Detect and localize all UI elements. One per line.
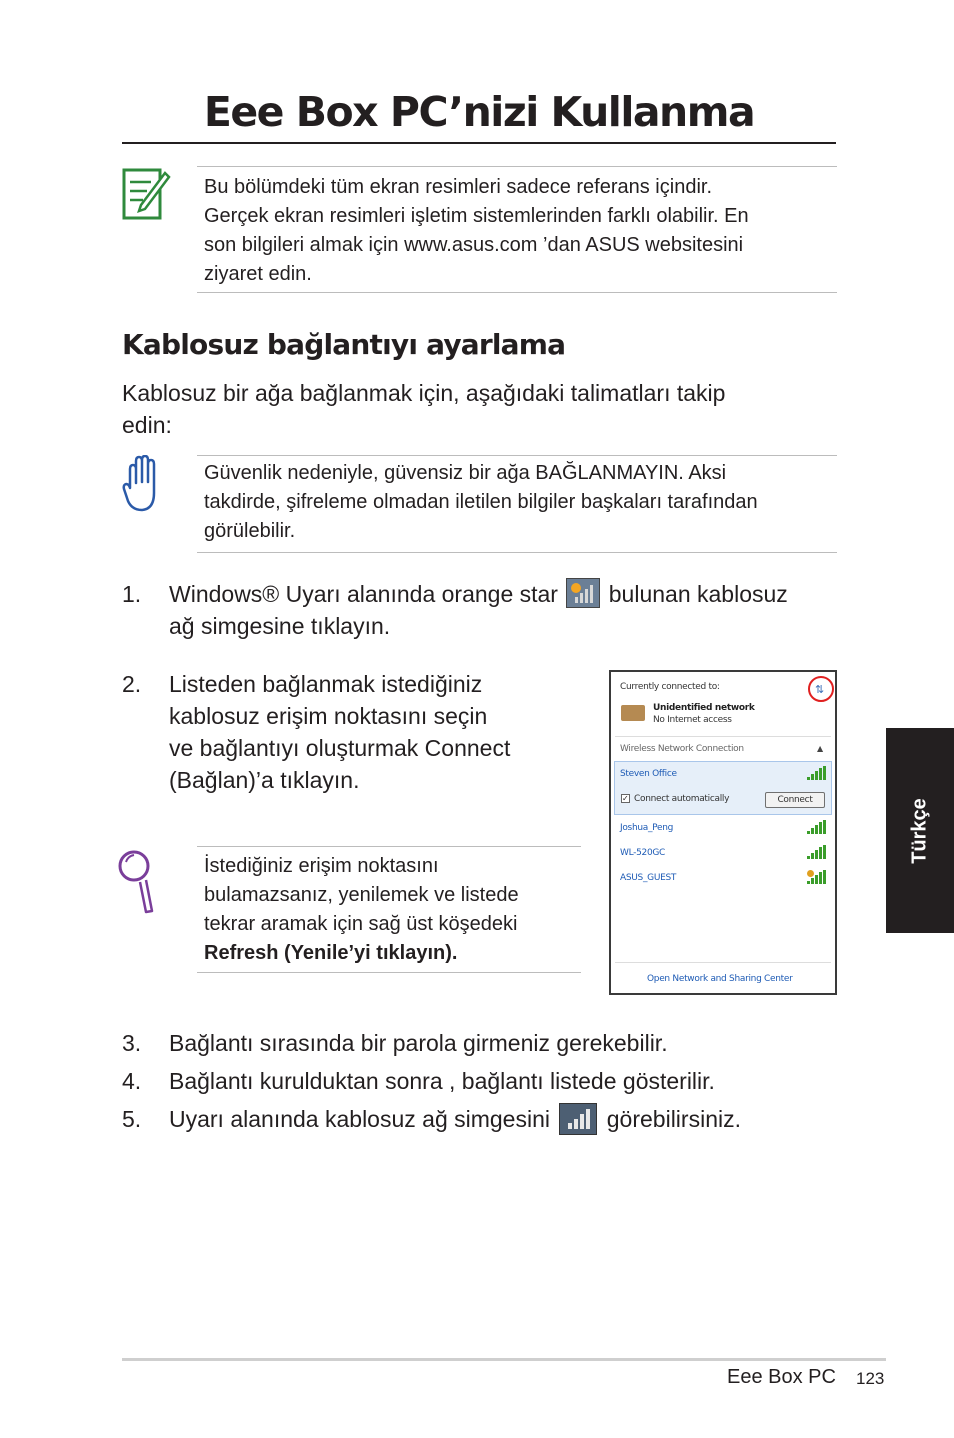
network-item[interactable]: Joshua_Peng bbox=[620, 823, 674, 833]
network-sharing-link[interactable]: Open Network and Sharing Center bbox=[647, 974, 793, 984]
warning-box bbox=[197, 455, 837, 553]
language-label: Türkçe bbox=[908, 797, 931, 864]
step-1-line: ağ simgesine tıklayın. bbox=[169, 613, 391, 639]
refresh-icon[interactable]: ⇅ bbox=[815, 683, 825, 696]
collapse-icon[interactable]: ▲ bbox=[817, 744, 824, 753]
network-bench-icon bbox=[621, 705, 645, 721]
page-number: 123 bbox=[856, 1369, 885, 1388]
step-2-line: (Bağlan)’a tıklayın. bbox=[169, 767, 360, 793]
connect-button[interactable]: Connect bbox=[765, 792, 825, 808]
signal-icon bbox=[807, 766, 827, 780]
tip-line: bulamazsanız, yenilemek ve listede bbox=[204, 884, 519, 906]
section-heading: Kablosuz bağlantıyı ayarlama bbox=[122, 328, 566, 361]
step-1-line bbox=[169, 578, 837, 610]
signal-secured-icon bbox=[807, 870, 827, 884]
tip-line: İstediğiniz erişim noktasını bbox=[204, 855, 439, 877]
language-side-tab bbox=[886, 728, 954, 933]
warning-hand-icon bbox=[122, 455, 162, 513]
step-4: Bağlantı kurulduktan sonra , bağlantı listede gösterilir. bbox=[169, 1068, 715, 1094]
network-status: No Internet access bbox=[653, 715, 732, 725]
footer-divider bbox=[122, 1358, 886, 1361]
step-2-line: kablosuz erişim noktasını seçin bbox=[169, 703, 488, 729]
network-item[interactable]: ASUS_GUEST bbox=[620, 873, 677, 883]
step-1-text: bulunan kablosuz bbox=[608, 581, 788, 607]
note-box bbox=[197, 166, 837, 293]
step-number: 5. bbox=[122, 1106, 142, 1132]
page-title: Eee Box PC’nizi Kullanma bbox=[203, 88, 755, 136]
warning-line: Güvenlik nedeniyle, güvensiz bir ağa BAĞLANMAYIN. Aksi bbox=[204, 462, 727, 484]
intro-line: Kablosuz bir ağa bağlanmak için, aşağıdaki talimatları takip bbox=[122, 380, 726, 406]
intro-paragraph bbox=[122, 377, 725, 441]
connect-auto-checkbox[interactable]: ✓ bbox=[622, 794, 629, 803]
note-pencil-icon bbox=[121, 165, 171, 223]
wireless-signal-icon bbox=[559, 1103, 597, 1135]
section-header: Wireless Network Connection bbox=[620, 744, 744, 754]
title-divider bbox=[122, 142, 836, 144]
step-number: 1. bbox=[122, 581, 142, 607]
tip-bold-line: Refresh (Yenile’yi tıklayın). bbox=[204, 942, 458, 964]
step-number: 2. bbox=[122, 671, 142, 697]
step-1 bbox=[169, 578, 837, 642]
step-2 bbox=[169, 668, 589, 796]
tip-magnifier-icon bbox=[116, 848, 156, 916]
note-line: Gerçek ekran resimleri işletim sistemlerinden farklı olabilir. En bbox=[204, 205, 749, 227]
network-item[interactable]: Steven Office bbox=[620, 769, 677, 779]
wireless-star-icon bbox=[566, 578, 600, 608]
note-line: Bu bölümdeki tüm ekran resimleri sadece referans içindir. bbox=[204, 176, 712, 198]
step-1-text: Windows® Uyarı alanında orange star bbox=[169, 581, 558, 607]
step-5-text: Uyarı alanında kablosuz ağ simgesini bbox=[169, 1106, 550, 1132]
note-line: son bilgileri almak için www.asus.com ’dan ASUS websitesini bbox=[204, 234, 744, 256]
network-item[interactable]: WL-520GC bbox=[620, 848, 666, 858]
step-number: 3. bbox=[122, 1030, 142, 1056]
currently-connected-label: Currently connected to: bbox=[620, 682, 720, 692]
step-3: Bağlantı sırasında bir parola girmeniz gerekebilir. bbox=[169, 1030, 668, 1056]
step-2-line: ve bağlantıyı oluşturmak Connect bbox=[169, 735, 511, 761]
footer-product: Eee Box PC bbox=[727, 1366, 836, 1388]
step-number: 4. bbox=[122, 1068, 142, 1094]
signal-icon bbox=[807, 820, 827, 834]
network-name: Unidentified network bbox=[653, 703, 755, 713]
step-2-line: Listeden bağlanmak istediğiniz bbox=[169, 671, 483, 697]
warning-line: takdirde, şifreleme olmadan iletilen bilgiler başkaları tarafından bbox=[204, 491, 758, 513]
intro-line: edin: bbox=[122, 412, 172, 438]
signal-icon bbox=[807, 845, 827, 859]
note-line: ziyaret edin. bbox=[204, 263, 312, 285]
network-panel-screenshot bbox=[609, 670, 837, 995]
step-5-text: görebilirsiniz. bbox=[606, 1106, 741, 1132]
warning-line: görülebilir. bbox=[204, 520, 296, 542]
connect-auto-label: Connect automatically bbox=[634, 794, 730, 804]
tip-line: tekrar aramak için sağ üst köşedeki bbox=[204, 913, 518, 935]
tip-box bbox=[197, 846, 581, 973]
step-5 bbox=[169, 1103, 741, 1135]
